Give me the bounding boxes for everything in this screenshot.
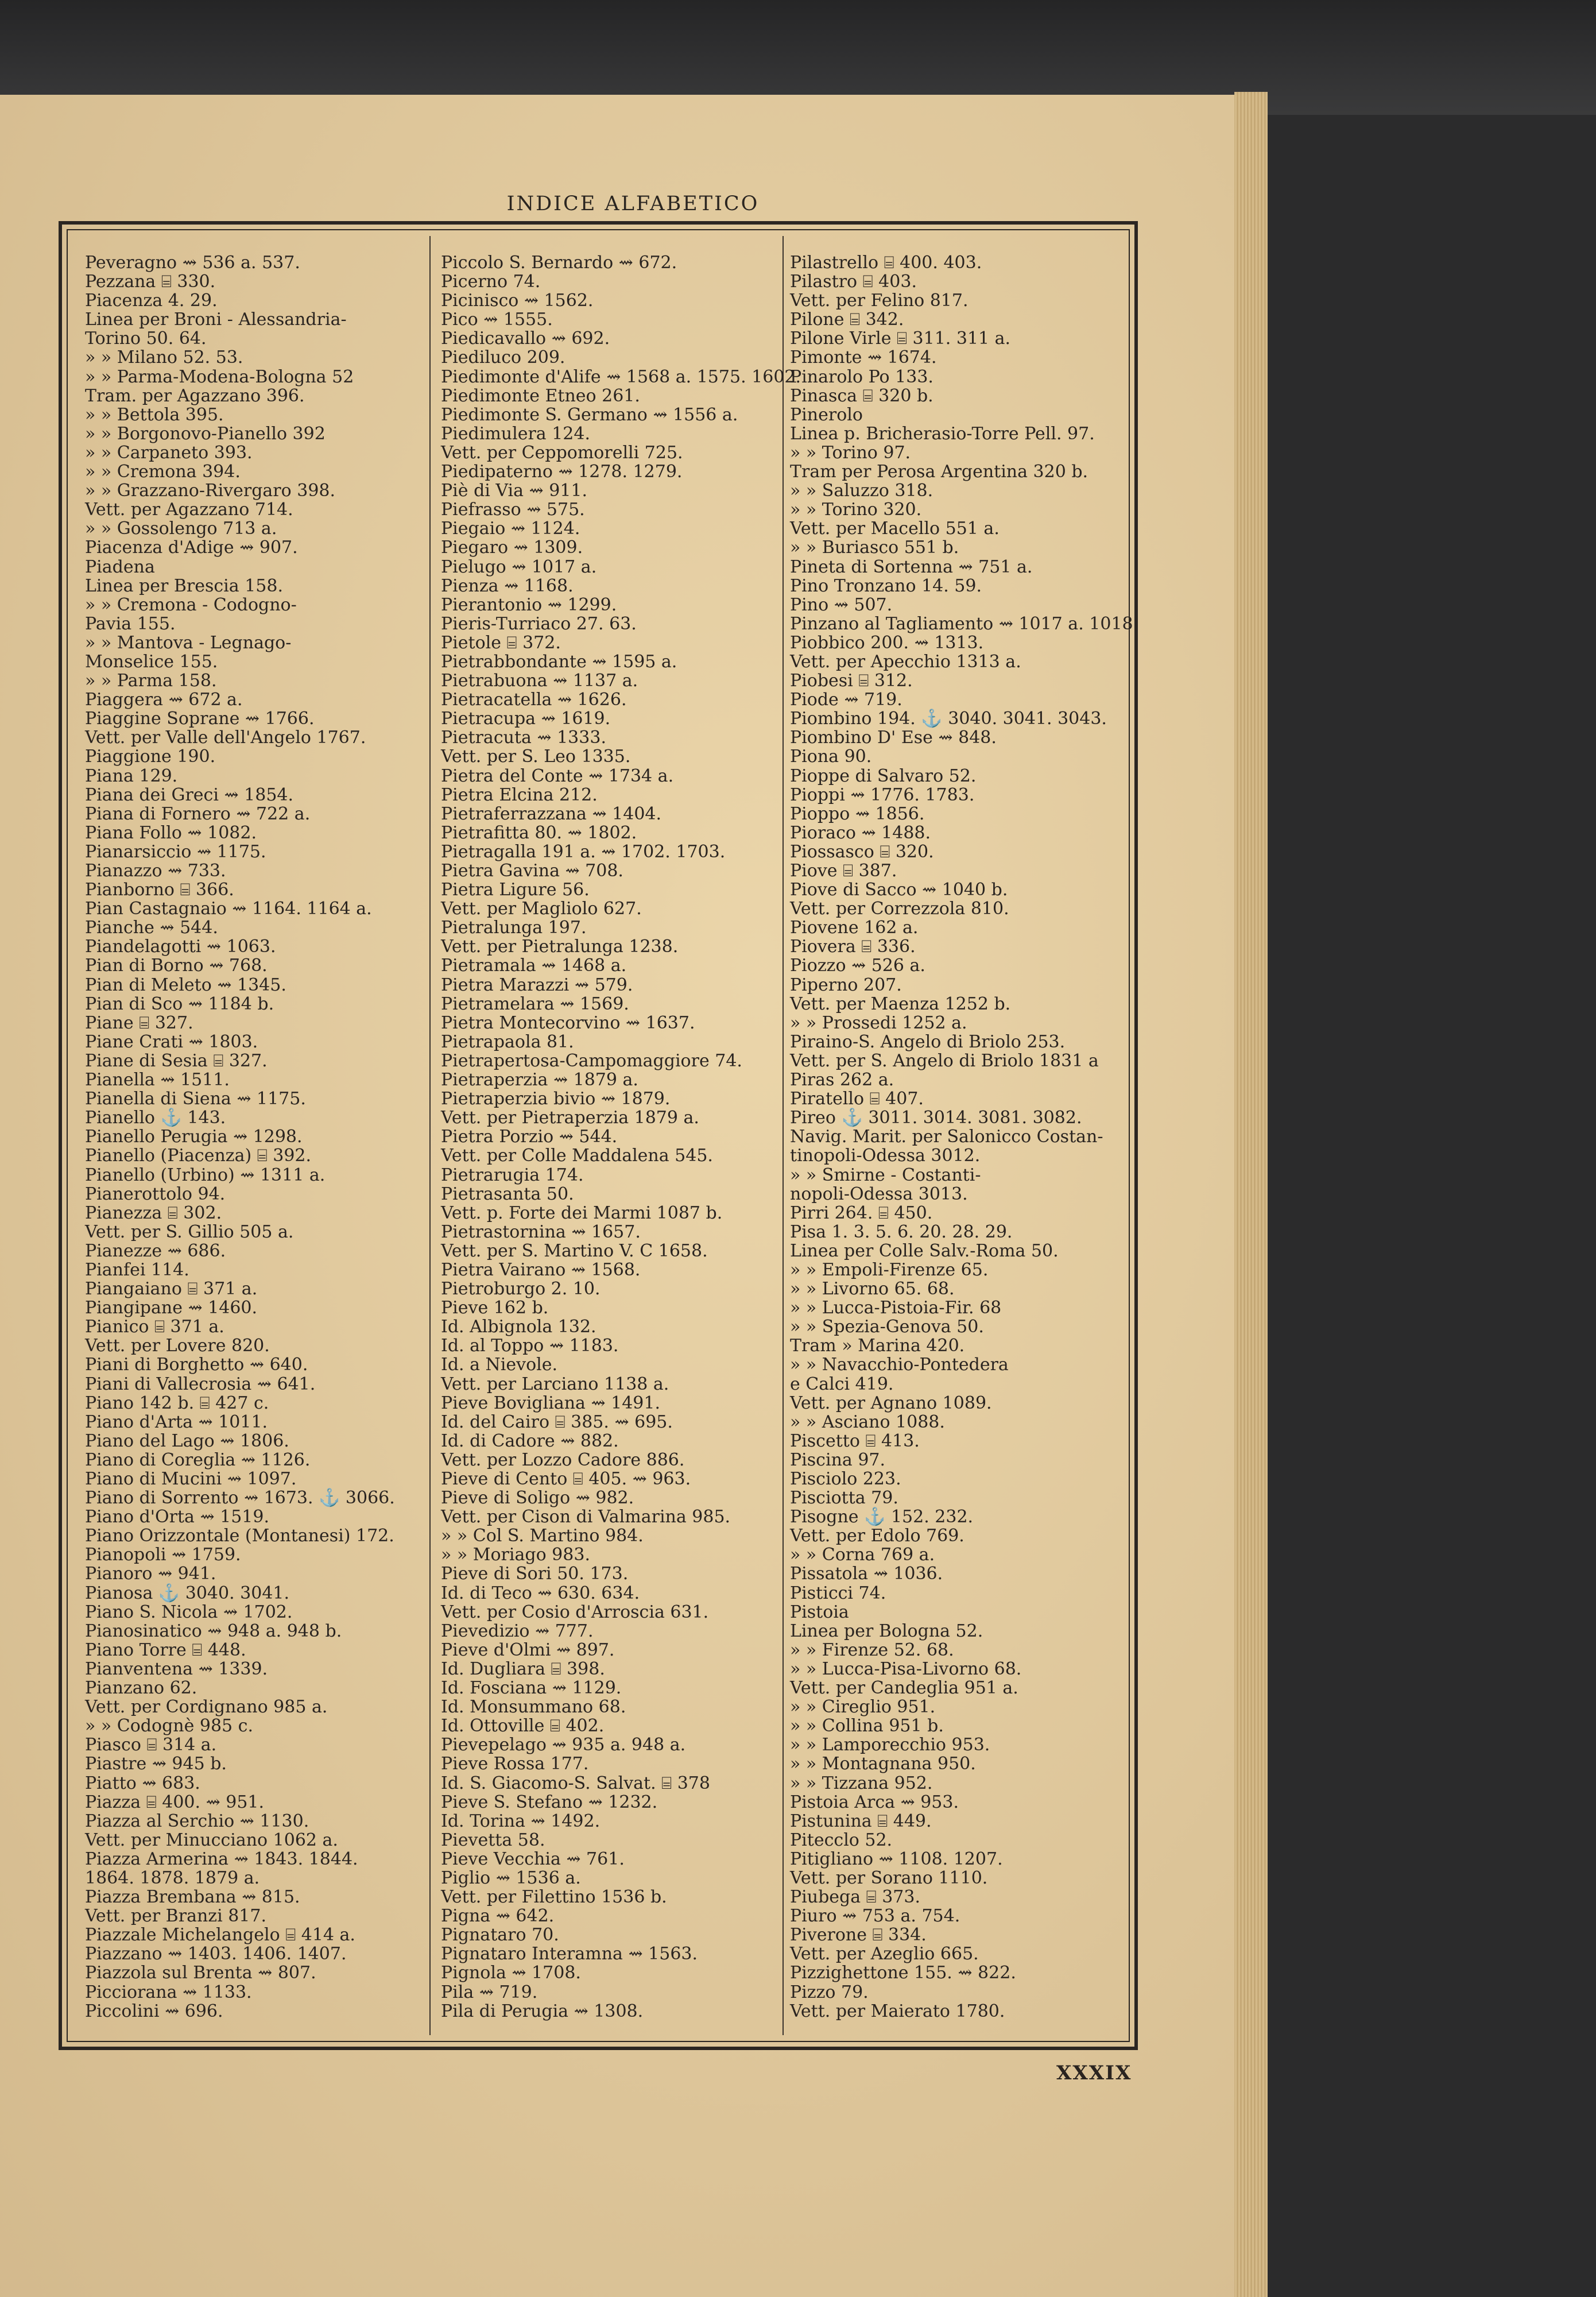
index-entry: Vett. per S. Angelo di Briolo 1831 a	[790, 1050, 1099, 1071]
index-entry: Pietraperzia bivio ⇝ 1879.	[441, 1089, 671, 1109]
index-entry: Pietra Montecorvino ⇝ 1637.	[441, 1012, 695, 1033]
index-entry: Pireo ⚓ 3011. 3014. 3081. 3082.	[790, 1108, 1082, 1128]
index-entry: Pistoia Arca ⇝ 953.	[790, 1792, 959, 1812]
index-entry: Pietole ⌸ 372.	[441, 632, 561, 653]
index-entry: Piano Orizzontale (Montanesi) 172.	[85, 1526, 394, 1546]
index-entry: Piovene 162 a.	[790, 918, 919, 938]
index-entry: Piangipane ⇝ 1460.	[85, 1298, 258, 1318]
index-entry: Vett. per Maierato 1780.	[790, 2001, 1005, 2021]
index-entry: Pieve Vecchia ⇝ 761.	[441, 1849, 625, 1869]
index-entry: Vett. per Larciano 1138 a.	[441, 1374, 669, 1394]
index-entry: » » Lucca-Pistoia-Fir. 68	[790, 1298, 1002, 1318]
index-entry: Vett. per S. Gillio 505 a.	[85, 1221, 294, 1242]
index-entry: Vett. per Magliolo 627.	[441, 899, 642, 919]
index-entry: Vett. per Ceppomorelli 725.	[441, 442, 683, 463]
index-entry: Pietra Marazzi ⇝ 579.	[441, 975, 633, 995]
index-entry: Monselice 155.	[85, 651, 218, 672]
index-entry: e Calci 419.	[790, 1374, 894, 1394]
index-entry: Pian Castagnaio ⇝ 1164. 1164 a.	[85, 899, 372, 919]
index-entry: Pila ⇝ 719.	[441, 1982, 538, 2002]
index-entry: Vett. per Maenza 1252 b.	[790, 993, 1011, 1014]
index-entry: » » Asciano 1088.	[790, 1412, 945, 1432]
index-entry: Pianerottolo 94.	[85, 1184, 226, 1204]
index-entry: Piano di Coreglia ⇝ 1126.	[85, 1449, 311, 1470]
index-entry: Pietraperzia ⇝ 1879 a.	[441, 1070, 638, 1091]
index-entry: » » Cremona - Codogno-	[85, 594, 297, 615]
index-entry: Vett. per Apecchio 1313 a.	[790, 651, 1021, 672]
index-entry: nopoli-Odessa 3013.	[790, 1184, 968, 1204]
index-entry: Vett. per Pietralunga 1238.	[441, 937, 679, 957]
index-entry: Pierantonio ⇝ 1299.	[441, 594, 617, 615]
index-entry: Pitecclo 52.	[790, 1830, 893, 1850]
index-entry: Pianico ⌸ 371 a.	[85, 1317, 224, 1337]
index-entry: Piode ⇝ 719.	[790, 690, 902, 710]
index-entry: Piano S. Nicola ⇝ 1702.	[85, 1602, 293, 1622]
index-entry: Vett. per Filettino 1536 b.	[441, 1887, 667, 1908]
index-entry: » » Navacchio-Pontedera	[790, 1355, 1009, 1375]
index-entry: Picinisco ⇝ 1562.	[441, 291, 594, 311]
index-entry: Pinzano al Tagliamento ⇝ 1017 a. 1018	[790, 613, 1133, 634]
index-entry: Vett. per Felino 817.	[790, 291, 969, 311]
index-entry: Piedimonte S. Germano ⇝ 1556 a.	[441, 404, 738, 425]
index-entry: Pietracuta ⇝ 1333.	[441, 728, 606, 748]
index-entry: Vett. per Cison di Valmarina 985.	[441, 1507, 731, 1528]
index-entry: Piatto ⇝ 683.	[85, 1773, 200, 1793]
index-entry: Pieve d'Olmi ⇝ 897.	[441, 1639, 615, 1660]
index-entry: Pisogne ⚓ 152. 232.	[790, 1507, 974, 1528]
index-entry: Pisciotta 79.	[790, 1488, 898, 1509]
index-entry: Pianosa ⚓ 3040. 3041.	[85, 1583, 290, 1603]
index-entry: Pievetta 58.	[441, 1830, 545, 1850]
index-entry: Piane Crati ⇝ 1803.	[85, 1031, 258, 1052]
index-entry: Vett. per Sorano 1110.	[790, 1867, 988, 1888]
index-entry: Id. a Nievole.	[441, 1355, 558, 1375]
index-entry: Pisciolo 223.	[790, 1469, 901, 1489]
index-entry: 1864. 1878. 1879 a.	[85, 1867, 260, 1888]
index-entry: Tram. per Agazzano 396.	[85, 385, 305, 406]
index-entry: Pianazzo ⇝ 733.	[85, 861, 226, 881]
index-entry: Pietrarugia 174.	[441, 1165, 584, 1185]
index-entry: Pietra Gavina ⇝ 708.	[441, 861, 623, 881]
index-entry: Pitigliano ⇝ 1108. 1207.	[790, 1849, 1003, 1869]
index-entry: Piobbico 200. ⇝ 1313.	[790, 632, 984, 653]
index-entry: Linea per Bologna 52.	[790, 1621, 983, 1641]
index-entry: Piazza Brembana ⇝ 815.	[85, 1887, 300, 1908]
index-entry: Piedimonte d'Alife ⇝ 1568 a. 1575. 1602.	[441, 366, 801, 387]
index-entry: Tram per Perosa Argentina 320 b.	[790, 462, 1088, 482]
index-entry: Vett. per Pietraperzia 1879 a.	[441, 1108, 699, 1128]
index-entry: Vett. per Cordignano 985 a.	[85, 1697, 328, 1718]
index-entry: » » Parma-Modena-Bologna 52	[85, 366, 354, 387]
index-entry: Picciorana ⇝ 1133.	[85, 1982, 252, 2002]
index-entry: Id. Dugliara ⌸ 398.	[441, 1658, 605, 1679]
index-entry: Pimonte ⇝ 1674.	[790, 347, 937, 368]
index-entry: » » Gossolengo 713 a.	[85, 519, 277, 539]
index-entry: Piano Torre ⌸ 448.	[85, 1639, 246, 1660]
index-entry: » » Moriago 983.	[441, 1545, 590, 1565]
index-entry: Piratello ⌸ 407.	[790, 1089, 924, 1109]
index-entry: Pievepelago ⇝ 935 a. 948 a.	[441, 1735, 686, 1755]
index-entry: Pianello ⚓ 143.	[85, 1108, 226, 1128]
index-entry: Piobesi ⌸ 312.	[790, 671, 913, 691]
index-entry: Vett. per Azeglio 665.	[790, 1944, 979, 1965]
index-entry: Pieve 162 b.	[441, 1298, 549, 1318]
index-entry: Piangaiano ⌸ 371 a.	[85, 1279, 258, 1300]
index-entry: Pianborno ⌸ 366.	[85, 880, 234, 900]
index-entry: Id. al Toppo ⇝ 1183.	[441, 1336, 619, 1356]
index-entry: » » Buriasco 551 b.	[790, 537, 959, 558]
index-entry: Pezzana ⌸ 330.	[85, 272, 216, 292]
index-entry: Pietra Vairano ⇝ 1568.	[441, 1259, 641, 1280]
index-entry: Pietra Ligure 56.	[441, 880, 590, 900]
index-entry: Vett. per Edolo 769.	[790, 1526, 964, 1546]
index-entry: Piaggine Soprane ⇝ 1766.	[85, 709, 315, 729]
index-entry: Pistunina ⌸ 449.	[790, 1811, 932, 1831]
index-entry: Pioppe di Salvaro 52.	[790, 765, 977, 786]
index-entry: Id. Ottoville ⌸ 402.	[441, 1716, 605, 1737]
index-entry: Pianezza ⌸ 302.	[85, 1202, 222, 1223]
index-entry: Piano del Lago ⇝ 1806.	[85, 1430, 289, 1451]
index-entry: Piccolo S. Bernardo ⇝ 672.	[441, 253, 677, 273]
index-entry: Piana dei Greci ⇝ 1854.	[85, 784, 294, 805]
index-entry: Peveragno ⇝ 536 a. 537.	[85, 253, 300, 273]
index-entry: Pieve Bovigliana ⇝ 1491.	[441, 1393, 661, 1413]
index-entry: » » Torino 97.	[790, 442, 911, 463]
index-entry: Pinerolo	[790, 404, 863, 425]
index-entry: Piverone ⌸ 334.	[790, 1925, 927, 1946]
index-entry: Piccolini ⇝ 696.	[85, 2001, 223, 2021]
index-entry: Piana di Fornero ⇝ 722 a.	[85, 803, 311, 824]
index-entry: Vett. per S. Leo 1335.	[441, 747, 631, 767]
index-entry: Piana 129.	[85, 765, 178, 786]
index-entry: Vett. p. Forte dei Marmi 1087 b.	[441, 1202, 723, 1223]
index-entry: Pignataro Interamna ⇝ 1563.	[441, 1944, 698, 1965]
index-entry: Piaggera ⇝ 672 a.	[85, 690, 243, 710]
index-entry: Piedicavallo ⇝ 692.	[441, 328, 610, 349]
index-entry: Pieve di Cento ⌸ 405. ⇝ 963.	[441, 1469, 691, 1489]
index-entry: Piè di Via ⇝ 911.	[441, 481, 588, 501]
index-entry: Piras 262 a.	[790, 1070, 894, 1091]
index-entry: Id. del Cairo ⌸ 385. ⇝ 695.	[441, 1412, 673, 1432]
index-entry: Pila di Perugia ⇝ 1308.	[441, 2001, 644, 2021]
index-entry: Pian di Meleto ⇝ 1345.	[85, 975, 286, 995]
index-entry: Pian di Sco ⇝ 1184 b.	[85, 993, 274, 1014]
index-entry: Piedimulera 124.	[441, 423, 591, 444]
index-entry: Pianella ⇝ 1511.	[85, 1070, 230, 1091]
index-entry: Piperno 207.	[790, 975, 902, 995]
index-entry: Pietroburgo 2. 10.	[441, 1279, 601, 1300]
index-entry: » » Col S. Martino 984.	[441, 1526, 644, 1546]
index-entry: Piazza Armerina ⇝ 1843. 1844.	[85, 1849, 358, 1869]
index-entry: Pino Tronzano 14. 59.	[790, 575, 982, 596]
index-entry: Piano d'Orta ⇝ 1519.	[85, 1507, 270, 1528]
index-entry: Piacenza d'Adige ⇝ 907.	[85, 537, 298, 558]
index-entry: Pievedizio ⇝ 777.	[441, 1621, 594, 1641]
index-entry: Piano 142 b. ⌸ 427 c.	[85, 1393, 269, 1413]
index-entry: Pianello (Urbino) ⇝ 1311 a.	[85, 1165, 326, 1185]
index-entry: Pianventena ⇝ 1339.	[85, 1658, 268, 1679]
index-entry: » » Parma 158.	[85, 671, 217, 691]
index-entry: Piubega ⌸ 373.	[790, 1887, 921, 1908]
index-entry: Piediluco 209.	[441, 347, 565, 368]
index-entry: » » Lucca-Pisa-Livorno 68.	[790, 1658, 1022, 1679]
index-entry: Pieve Rossa 177.	[441, 1754, 589, 1774]
index-entry: Piastre ⇝ 945 b.	[85, 1754, 227, 1774]
index-entry: » » Lamporecchio 953.	[790, 1735, 990, 1755]
index-entry: Piazzano ⇝ 1403. 1406. 1407.	[85, 1944, 347, 1965]
index-entry: Piona 90.	[790, 747, 872, 767]
index-entry: Id. Fosciana ⇝ 1129.	[441, 1678, 622, 1699]
index-entry: » » Firenze 52. 68.	[790, 1639, 954, 1660]
index-entry: Piano di Sorrento ⇝ 1673. ⚓ 3066.	[85, 1488, 395, 1509]
index-column-left	[85, 253, 429, 2021]
page-edge	[1234, 92, 1268, 2297]
index-entry: Vett. per Cosio d'Arroscia 631.	[441, 1602, 709, 1622]
index-entry: Id. Albignola 132.	[441, 1317, 596, 1337]
index-entry: Pinasca ⌸ 320 b.	[790, 385, 933, 406]
index-entry: Pieve di Sori 50. 173.	[441, 1564, 629, 1584]
index-entry: Vett. per Agnano 1089.	[790, 1393, 992, 1413]
index-entry: Piandelagotti ⇝ 1063.	[85, 937, 276, 957]
index-entry: Piane ⌸ 327.	[85, 1012, 193, 1033]
index-entry: Picerno 74.	[441, 272, 541, 292]
index-entry: Piedimonte Etneo 261.	[441, 385, 640, 406]
index-entry: Piscetto ⌸ 413.	[790, 1430, 920, 1451]
index-entry: Pietragalla 191 a. ⇝ 1702. 1703.	[441, 841, 726, 862]
index-entry: Vett. per Lozzo Cadore 886.	[441, 1449, 685, 1470]
index-entry: Navig. Marit. per Salonicco Costan-	[790, 1127, 1103, 1147]
index-entry: Piegaro ⇝ 1309.	[441, 537, 583, 558]
index-entry: Pietrafitta 80. ⇝ 1802.	[441, 822, 637, 843]
index-entry: Pietracatella ⇝ 1626.	[441, 690, 627, 710]
index-entry: Pavia 155.	[85, 613, 176, 634]
index-entry: Pisticci 74.	[790, 1583, 886, 1603]
index-entry: Pietrabbondante ⇝ 1595 a.	[441, 651, 677, 672]
index-entry: Pianche ⇝ 544.	[85, 918, 218, 938]
index-entry: » » Empoli-Firenze 65.	[790, 1259, 989, 1280]
index-entry: Pietraferrazzana ⇝ 1404.	[441, 803, 662, 824]
index-entry: Pielugo ⇝ 1017 a.	[441, 556, 597, 577]
index-entry: Torino 50. 64.	[85, 328, 207, 349]
index-entry: Piove ⌸ 387.	[790, 861, 897, 881]
index-entry: Pianello (Piacenza) ⌸ 392.	[85, 1146, 312, 1166]
index-entry: Pianfei 114.	[85, 1259, 189, 1280]
index-entry: Piombino D' Ese ⇝ 848.	[790, 728, 997, 748]
index-entry: Pianezze ⇝ 686.	[85, 1240, 226, 1261]
index-entry: Pietramelara ⇝ 1569.	[441, 993, 629, 1014]
index-entry: Id. S. Giacomo-S. Salvat. ⌸ 378	[441, 1773, 710, 1793]
index-entry: Pietramala ⇝ 1468 a.	[441, 956, 627, 976]
index-entry: Pietrasanta 50.	[441, 1184, 574, 1204]
index-entry: Piaggione 190.	[85, 747, 216, 767]
index-entry: Piossasco ⌸ 320.	[790, 841, 934, 862]
index-entry: Piano di Mucini ⇝ 1097.	[85, 1469, 297, 1489]
index-entry: » » Montagnana 950.	[790, 1754, 976, 1774]
index-entry: Pissatola ⇝ 1036.	[790, 1564, 943, 1584]
index-entry: » » Grazzano-Rivergaro 398.	[85, 481, 336, 501]
index-entry: » » Codognè 985 c.	[85, 1716, 254, 1737]
page-title: INDICE ALFABETICO	[506, 192, 760, 215]
index-entry: Pietrabuona ⇝ 1137 a.	[441, 671, 638, 691]
index-entry: Pianarsiccio ⇝ 1175.	[85, 841, 266, 862]
index-entry: » » Livorno 65. 68.	[790, 1279, 955, 1300]
index-entry: Vett. per Candeglia 951 a.	[790, 1678, 1018, 1699]
index-entry: Pizzighettone 155. ⇝ 822.	[790, 1963, 1016, 1983]
index-entry: Piadena	[85, 556, 155, 577]
index-entry: Piscina 97.	[790, 1449, 886, 1470]
index-entry: » » Milano 52. 53.	[85, 347, 243, 368]
index-entry: Piazza al Serchio ⇝ 1130.	[85, 1811, 309, 1831]
index-entry: Vett. per Colle Maddalena 545.	[441, 1146, 713, 1166]
index-entry: Linea per Broni - Alessandria-	[85, 310, 347, 330]
index-entry: Pietra del Conte ⇝ 1734 a.	[441, 765, 674, 786]
index-entry: Id. di Cadore ⇝ 882.	[441, 1430, 619, 1451]
index-entry: Piraino-S. Angelo di Briolo 253.	[790, 1031, 1066, 1052]
index-entry: Pieve di Soligo ⇝ 982.	[441, 1488, 634, 1509]
index-entry: Piazzola sul Brenta ⇝ 807.	[85, 1963, 316, 1983]
index-entry: Pineta di Sortenna ⇝ 751 a.	[790, 556, 1033, 577]
index-entry: Piombino 194. ⚓ 3040. 3041. 3043.	[790, 709, 1107, 729]
index-entry: Piano d'Arta ⇝ 1011.	[85, 1412, 268, 1432]
index-entry: Pilone Virle ⌸ 311. 311 a.	[790, 328, 1011, 349]
index-entry: » » Mantova - Legnago-	[85, 632, 292, 653]
index-column-middle	[441, 253, 801, 2021]
index-entry: Pianello Perugia ⇝ 1298.	[85, 1127, 303, 1147]
index-entry: Linea p. Bricherasio-Torre Pell. 97.	[790, 423, 1095, 444]
index-entry: » » Prossedi 1252 a.	[790, 1012, 967, 1033]
index-entry: Pian di Borno ⇝ 768.	[85, 956, 268, 976]
index-entry: Id. Monsummano 68.	[441, 1697, 626, 1718]
index-entry: Piedipaterno ⇝ 1278. 1279.	[441, 462, 683, 482]
index-entry: Vett. per Macello 551 a.	[790, 519, 1000, 539]
index-entry: Piazza ⌸ 400. ⇝ 951.	[85, 1792, 265, 1812]
index-entry: Pignola ⇝ 1708.	[441, 1963, 581, 1983]
index-entry: » » Tizzana 952.	[790, 1773, 933, 1793]
index-entry: Piuro ⇝ 753 a. 754.	[790, 1906, 960, 1927]
index-entry: » » Borgonovo-Pianello 392	[85, 423, 326, 444]
column-divider-1	[429, 236, 431, 2035]
index-entry: Pietra Elcina 212.	[441, 784, 598, 805]
index-entry: Pietralunga 197.	[441, 918, 587, 938]
index-entry: » » Torino 320.	[790, 500, 922, 520]
index-entry: Pioppo ⇝ 1856.	[790, 803, 925, 824]
index-entry: » » Smirne - Costanti-	[790, 1165, 981, 1185]
index-entry: Piasco ⌸ 314 a.	[85, 1735, 217, 1755]
index-entry: Pianopoli ⇝ 1759.	[85, 1545, 241, 1565]
index-entry: Vett. per Minucciano 1062 a.	[85, 1830, 338, 1850]
index-entry: Vett. per S. Martino V. C 1658.	[441, 1240, 708, 1261]
index-entry: Pianosinatico ⇝ 948 a. 948 b.	[85, 1621, 342, 1641]
index-entry: Pilastro ⌸ 403.	[790, 272, 917, 292]
index-entry: Pianella di Siena ⇝ 1175.	[85, 1089, 306, 1109]
page-number: XXXIX	[1056, 2062, 1132, 2085]
index-entry: » » Spezia-Genova 50.	[790, 1317, 984, 1337]
index-entry: » » Carpaneto 393.	[85, 442, 253, 463]
index-entry: Vett. per Lovere 820.	[85, 1336, 270, 1356]
index-entry: Pietrastornina ⇝ 1657.	[441, 1221, 641, 1242]
index-entry: Pistoia	[790, 1602, 849, 1622]
index-entry: » » Bettola 395.	[85, 404, 224, 425]
index-entry: Id. Torina ⇝ 1492.	[441, 1811, 601, 1831]
index-entry: tinopoli-Odessa 3012.	[790, 1146, 981, 1166]
index-entry: Pienza ⇝ 1168.	[441, 575, 574, 596]
index-entry: Pigna ⇝ 642.	[441, 1906, 555, 1927]
index-entry: Pietra Porzio ⇝ 544.	[441, 1127, 618, 1147]
index-entry: Pico ⇝ 1555.	[441, 310, 553, 330]
index-entry: Vett. per Branzi 817.	[85, 1906, 267, 1927]
index-entry: Vett. per Valle dell'Angelo 1767.	[85, 728, 366, 748]
index-frame	[59, 221, 1138, 2050]
index-entry: Pilone ⌸ 342.	[790, 310, 904, 330]
index-entry: Piozzo ⇝ 526 a.	[790, 956, 925, 976]
index-entry: Pizzo 79.	[790, 1982, 869, 2002]
index-entry: Pignataro 70.	[441, 1925, 559, 1946]
index-entry: Pirri 264. ⌸ 450.	[790, 1202, 933, 1223]
index-entry: Pioppi ⇝ 1776. 1783.	[790, 784, 975, 805]
index-entry: Piani di Borghetto ⇝ 640.	[85, 1355, 308, 1375]
index-entry: Vett. per Correzzola 810.	[790, 899, 1009, 919]
index-entry: Pino ⇝ 507.	[790, 594, 893, 615]
index-entry: » » Cireglio 951.	[790, 1697, 936, 1718]
index-entry: Pianoro ⇝ 941.	[85, 1564, 216, 1584]
index-entry: Pilastrello ⌸ 400. 403.	[790, 253, 982, 273]
index-entry: Piana Follo ⇝ 1082.	[85, 822, 257, 843]
index-entry: Pietrapertosa-Campomaggiore 74.	[441, 1050, 742, 1071]
index-column-right	[790, 253, 1134, 2021]
index-entry: Piani di Vallecrosia ⇝ 641.	[85, 1374, 316, 1394]
index-entry: Piovera ⌸ 336.	[790, 937, 916, 957]
index-entry: Tram » Marina 420.	[790, 1336, 965, 1356]
index-entry: Linea per Colle Salv.-Roma 50.	[790, 1240, 1059, 1261]
index-entry: » » Corna 769 a.	[790, 1545, 935, 1565]
index-entry: Pianzano 62.	[85, 1678, 197, 1699]
index-entry: Piefrasso ⇝ 575.	[441, 500, 585, 520]
index-entry: » » Collina 951 b.	[790, 1716, 944, 1737]
index-entry: » » Saluzzo 318.	[790, 481, 933, 501]
index-entry: Pinarolo Po 133.	[790, 366, 933, 387]
index-entry: Pieve S. Stefano ⇝ 1232.	[441, 1792, 658, 1812]
index-entry: Pietracupa ⇝ 1619.	[441, 709, 611, 729]
index-entry: » » Cremona 394.	[85, 462, 241, 482]
index-entry: Pisa 1. 3. 5. 6. 20. 28. 29.	[790, 1221, 1013, 1242]
index-entry: Vett. per Agazzano 714.	[85, 500, 293, 520]
index-entry: Piove di Sacco ⇝ 1040 b.	[790, 880, 1008, 900]
index-entry: Linea per Brescia 158.	[85, 575, 283, 596]
index-entry: Id. di Teco ⇝ 630. 634.	[441, 1583, 640, 1603]
index-entry: Piane di Sesia ⌸ 327.	[85, 1050, 268, 1071]
index-entry: Pieris-Turriaco 27. 63.	[441, 613, 637, 634]
index-entry: Pioraco ⇝ 1488.	[790, 822, 931, 843]
index-entry: Pietrapaola 81.	[441, 1031, 574, 1052]
index-entry: Piegaio ⇝ 1124.	[441, 519, 580, 539]
index-entry: Piglio ⇝ 1536 a.	[441, 1867, 581, 1888]
index-entry: Piazzale Michelangelo ⌸ 414 a.	[85, 1925, 355, 1946]
index-entry: Piacenza 4. 29.	[85, 291, 218, 311]
